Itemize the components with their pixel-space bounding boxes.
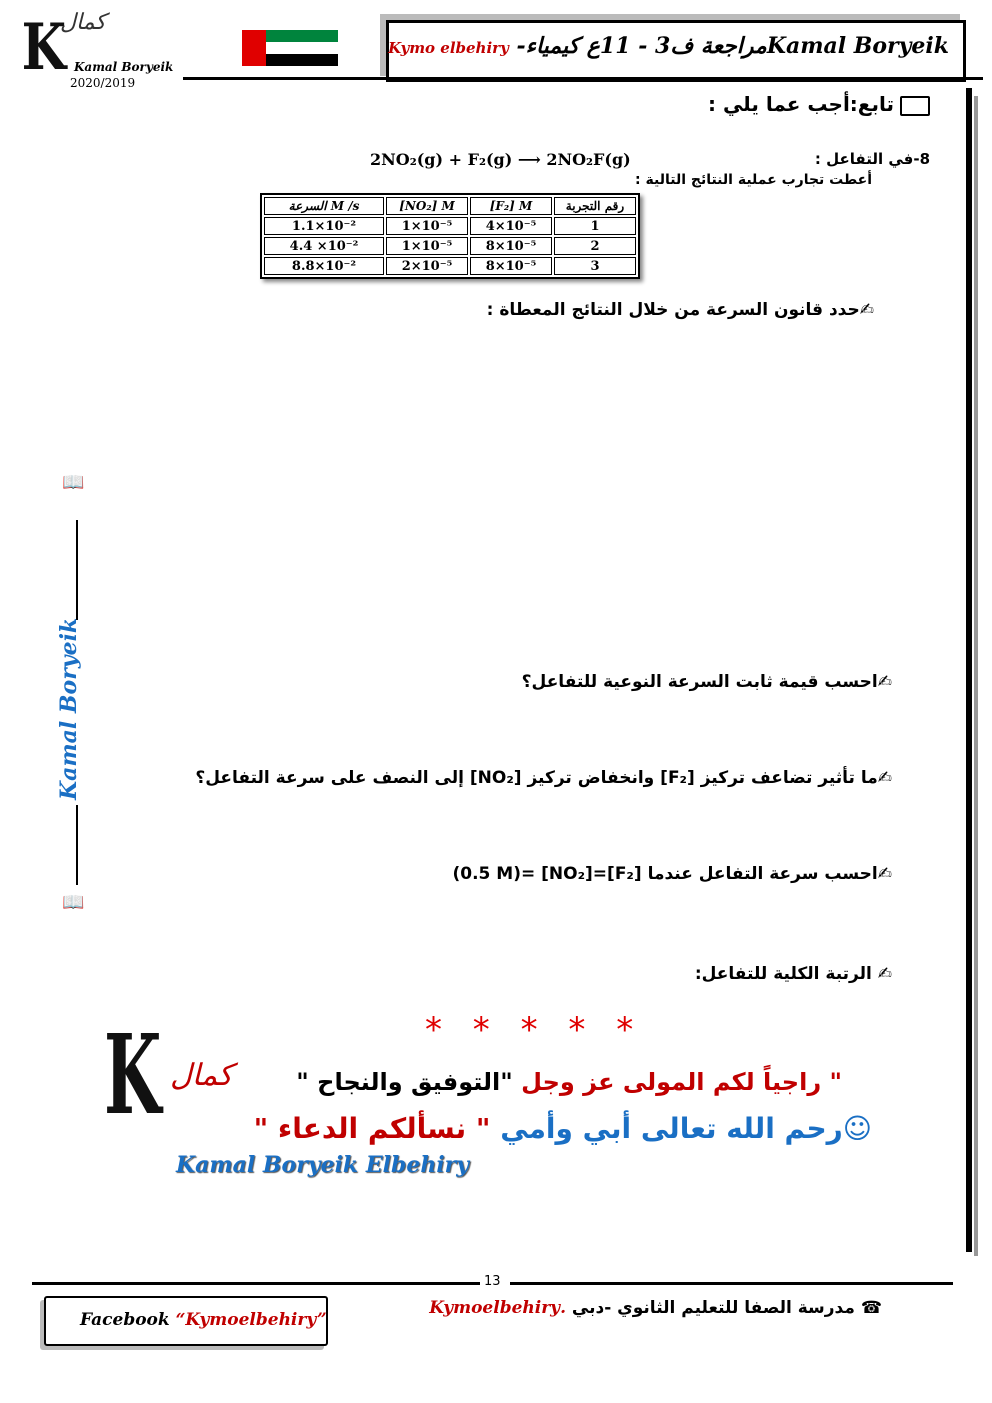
header-title-box [386,20,966,82]
table-header-row [264,197,636,215]
cell-rate: 1.1×10⁻² [264,217,384,235]
header-rate: السرعة M /s [264,197,384,215]
folder-icon [900,96,930,116]
closing-signature: Kamal Boryeik Elbehiry [176,1152,470,1178]
title-prefix: Kamal Boryeik [766,33,949,59]
question-heading-text: تابع:أجب عما يلي : [707,92,894,116]
footer-school [429,1298,882,1318]
question-effect: ✍ما تأثير تضاعف تركيز [F₂] وانخفاض تركيز [NO₂] إلى النصف على سرعة التفاعل؟ [195,768,892,788]
closing-logo-signature: كمال [170,1058,233,1093]
footer-rule-left [32,1282,480,1285]
side-author-name: Kamal Boryeik [56,617,82,800]
data-table [260,193,640,279]
cell-trial: 1 [554,217,636,235]
uae-flag-icon [242,30,338,66]
side-line-bottom [76,805,78,885]
cell-no2: 2×10⁻⁵ [386,257,468,275]
table-row [264,217,636,235]
stars-divider: * * * * * [425,1010,644,1050]
footer-rule-right [510,1282,953,1285]
author-label: Kamal Boryeik [74,60,174,74]
table-row [264,237,636,255]
facebook-text: Facebook [80,1310,176,1330]
cell-no2: 1×10⁻⁵ [386,237,468,255]
cell-rate: 8.8×10⁻² [264,257,384,275]
year-label: 2020/2019 [70,76,136,90]
closing-line-1-b: "التوفيق والنجاح " [296,1068,513,1096]
logo-signature: كمال [60,10,106,35]
reaction-equation: 2NO₂(g) + F₂(g) ⟶ 2NO₂F(g) [370,150,631,169]
cell-rate: 4.4 ×10⁻² [264,237,384,255]
table-row [264,257,636,275]
question8-intro: أعطت تجارب عملية النتائج التالية : [635,172,872,188]
cell-f2: 8×10⁻⁵ [470,237,552,255]
book-icon: 📖 [62,892,85,913]
question-rate-calc: ✍احسب سرعة التفاعل عندما [F₂]=[NO₂] =(0.5 M) [452,864,892,884]
footer-handle: .Kymoelbehiry [429,1298,566,1318]
closing-line-2-a: ☺رحم الله تعالى أبي وأمي [490,1112,872,1145]
page-title [388,33,949,59]
closing-line-2-b: " نسألكم الدعاء " [253,1112,491,1145]
header-trial: رقم التجربة [554,197,636,215]
cell-trial: 2 [554,237,636,255]
closing-line-1 [296,1068,842,1096]
cell-trial: 3 [554,257,636,275]
header-f2: [F₂] M [470,197,552,215]
facebook-handle: “Kymoelbehiry” [175,1310,327,1330]
header-no2: [NO₂] M [386,197,468,215]
closing-line-2 [254,1112,872,1145]
logo-letter: K [21,10,67,85]
right-border [966,88,972,1252]
question-heading [708,92,930,116]
question8-label: 8-في التفاعل : [814,150,930,168]
footer-school-name: ☎ مدرسة الصفا للتعليم الثانوي -دبي [565,1298,882,1318]
cell-f2: 4×10⁻⁵ [470,217,552,235]
facebook-label [80,1310,327,1330]
page-number: 13 [484,1274,501,1289]
right-border-shadow [974,96,978,1256]
title-arabic: -مراجعة ف3 - 11ع كيمياء [516,33,767,59]
title-script: Kymo elbehiry [388,39,509,57]
question-rate-constant: ✍احسب قيمة ثابت السرعة النوعية للتفاعل؟ [521,672,892,692]
book-icon: 📖 [62,472,85,493]
header-rule [183,77,983,80]
question-rate-law: ✍حدد قانون السرعة من خلال النتائج المعطاة : [486,300,874,320]
closing-logo-letter: K [104,1010,162,1139]
question-order: ✍ الرتبة الكلية للتفاعل: [694,964,892,984]
experiment-table [260,193,640,279]
cell-no2: 1×10⁻⁵ [386,217,468,235]
cell-f2: 8×10⁻⁵ [470,257,552,275]
closing-line-1-a: " راجياً لكم المولى عز وجل [512,1068,842,1096]
facebook-scroll [44,1296,328,1346]
